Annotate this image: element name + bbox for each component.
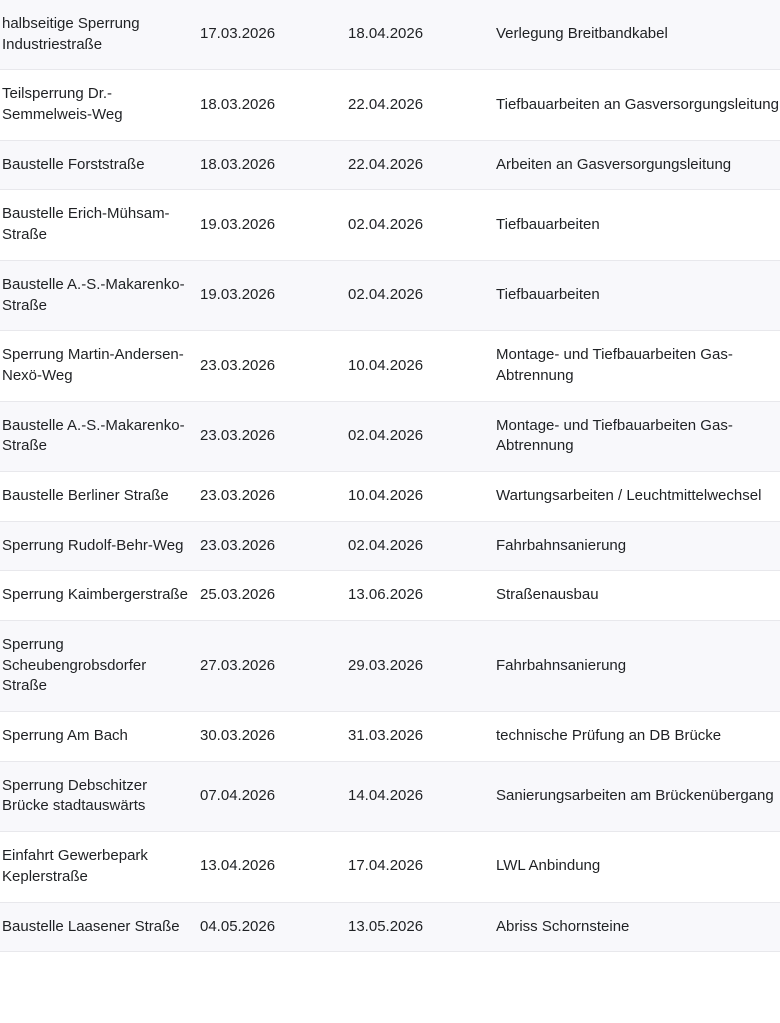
cell-to: 10.04.2026	[348, 486, 424, 504]
cell-from: 25.03.2026	[200, 586, 276, 604]
cell-from: 23.03.2026	[200, 536, 276, 554]
table-row	[0, 471, 780, 521]
cell-description: Montage- und Tiefbauarbeiten Gas-Abtrennung	[496, 346, 733, 384]
table-row	[0, 521, 780, 571]
cell-to: 02.04.2026	[348, 426, 424, 444]
cell-description: Tiefbauarbeiten	[496, 215, 600, 233]
cell-name: Baustelle A.-S.-Makarenko-Straße	[2, 416, 185, 455]
cell-name: Sperrung Kaimbergerstraße	[2, 586, 188, 604]
cell-to: 18.04.2026	[348, 25, 424, 43]
cell-from: 18.03.2026	[200, 155, 276, 173]
cell-description: Tiefbauarbeiten an Gasversorgungsleitung	[496, 95, 779, 113]
cell-name: Baustelle Laasener Straße	[2, 917, 180, 935]
cell-name: Baustelle Berliner Straße	[2, 486, 169, 504]
cell-from: 23.03.2026	[200, 356, 276, 374]
cell-description: Fahrbahnsanierung	[496, 536, 627, 554]
cell-to: 02.04.2026	[348, 536, 424, 554]
table-row	[0, 401, 780, 471]
cell-to: 17.04.2026	[348, 857, 424, 875]
cell-name: Teilsperrung Dr.-Semmelweis-Weg	[2, 85, 123, 124]
cell-name: Sperrung Scheubengrobsdorfer Straße	[2, 636, 147, 695]
table-row	[0, 70, 780, 140]
table-row	[0, 331, 780, 401]
cell-name: Sperrung Martin-Andersen-Nexö-Weg	[2, 346, 184, 384]
cell-description: Straßenausbau	[496, 586, 599, 604]
cell-description: technische Prüfung an DB Brücke	[496, 727, 722, 745]
cell-name: Baustelle A.-S.-Makarenko-Straße	[2, 275, 185, 314]
table-row	[0, 140, 780, 190]
cell-from: 30.03.2026	[200, 727, 276, 745]
table-row	[0, 571, 780, 621]
table-row	[0, 0, 780, 70]
cell-from: 17.03.2026	[200, 25, 276, 43]
cell-to: 02.04.2026	[348, 286, 424, 304]
cell-description: Arbeiten an Gasversorgungsleitung	[496, 155, 732, 173]
cell-from: 04.05.2026	[200, 917, 276, 935]
cell-description: Tiefbauarbeiten	[496, 286, 600, 304]
cell-description: Verlegung Breitbandkabel	[496, 25, 668, 43]
cell-description: Abriss Schornsteine	[496, 917, 630, 935]
cell-description: Fahrbahnsanierung	[496, 656, 627, 674]
cell-description: Sanierungsarbeiten am Brückenübergang	[496, 787, 774, 805]
cell-name: Baustelle Forststraße	[2, 155, 145, 173]
cell-description: LWL Anbindung	[496, 857, 601, 875]
cell-to: 31.03.2026	[348, 727, 424, 745]
cell-to: 22.04.2026	[348, 95, 424, 113]
cell-from: 23.03.2026	[200, 426, 276, 444]
cell-to: 29.03.2026	[348, 656, 424, 674]
table-row	[0, 902, 780, 952]
cell-description: Wartungsarbeiten / Leuchtmittelwechsel	[496, 486, 762, 504]
table-row	[0, 832, 780, 902]
cell-to: 13.05.2026	[348, 917, 424, 935]
cell-from: 07.04.2026	[200, 787, 276, 805]
cell-to: 02.04.2026	[348, 215, 424, 233]
cell-to: 14.04.2026	[348, 787, 424, 805]
cell-to: 10.04.2026	[348, 356, 424, 374]
cell-name: Sperrung Debschitzer Brücke stadtauswärts	[2, 776, 148, 815]
table-row	[0, 712, 780, 762]
table-row	[0, 761, 780, 831]
table-row	[0, 621, 780, 712]
cell-to: 22.04.2026	[348, 155, 424, 173]
cell-from: 13.04.2026	[200, 857, 276, 875]
cell-from: 18.03.2026	[200, 95, 276, 113]
cell-to: 13.06.2026	[348, 586, 424, 604]
cell-from: 19.03.2026	[200, 215, 276, 233]
cell-description: Montage- und Tiefbauarbeiten Gas-Abtrennung	[496, 416, 733, 455]
cell-name: Sperrung Am Bach	[2, 727, 128, 745]
cell-from: 23.03.2026	[200, 486, 276, 504]
cell-name: Baustelle Erich-Mühsam-Straße	[2, 205, 170, 244]
cell-from: 27.03.2026	[200, 656, 276, 674]
cell-name: halbseitige Sperrung Industriestraße	[2, 15, 140, 53]
cell-name: Einfahrt Gewerbepark Keplerstraße	[2, 847, 148, 885]
table-row	[0, 190, 780, 260]
table-row	[0, 260, 780, 330]
cell-name: Sperrung Rudolf-Behr-Weg	[2, 536, 184, 554]
cell-from: 19.03.2026	[200, 286, 276, 304]
